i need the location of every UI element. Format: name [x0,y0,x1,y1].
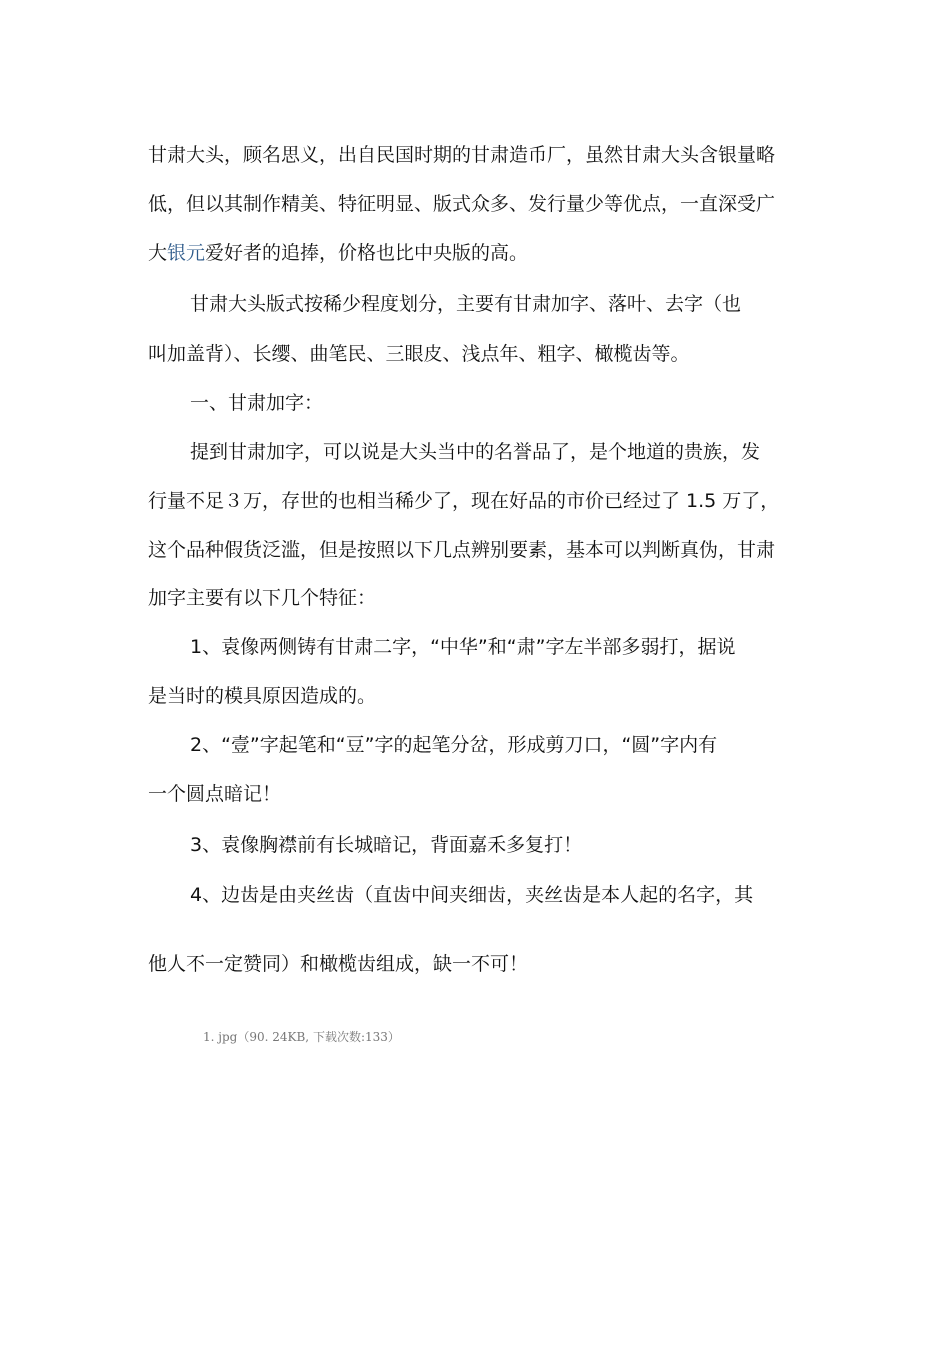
p1-line3-post: 爱好者的追捧，价格也比中央版的高。 [205,242,529,264]
item4-line1: 4、边齿是由夹丝齿（直齿中间夹细齿，夹丝齿是本人起的名字，其 [190,884,754,906]
attachment-caption[interactable] [203,1029,400,1045]
p3-line2: 行量不足３万，存世的也相当稀少了，现在好品的市价已经过了 1.5 万了， [148,490,780,512]
item1-line2: 是当时的模具原因造成的。 [148,685,377,707]
silver-dollar-link[interactable]: 银元 [167,242,206,264]
p1-line2: 低，但以其制作精美、特征明显、版式众多、发行量少等优点，一直深受广 [148,193,776,215]
section-heading: 一、甘肃加字： [190,392,324,414]
item2-line1: 2、“壹”字起笔和“豆”字的起笔分岔，形成剪刀口，“圆”字内有 [190,734,718,756]
item1-line1: 1、袁像两侧铸有甘肃二字，“中华”和“肃”字左半部多弱打，据说 [190,636,736,658]
p1-line1: 甘肃大头，顾名思义，出自民国时期的甘肃造币厂，虽然甘肃大头含银量略 [148,144,776,166]
p2-line1: 甘肃大头版式按稀少程度划分，主要有甘肃加字、落叶、去字（也 [190,293,742,315]
attachment-filename[interactable]: 1. jpg [203,1030,238,1044]
p3-line4: 加字主要有以下几个特征： [148,587,377,609]
item4-line2: 他人不一定赞同）和橄榄齿组成，缺一不可！ [148,953,529,975]
item3-line1: 3、袁像胸襟前有长城暗记，背面嘉禾多复打！ [190,834,583,856]
attachment-meta: （90. 24KB, 下载次数:133） [237,1030,400,1044]
p1-line3-pre: 大 [148,242,168,264]
p3-line3: 这个品种假货泛滥，但是按照以下几点辨别要素，基本可以判断真伪，甘肃 [148,539,776,561]
item2-line2: 一个圆点暗记！ [148,783,282,805]
p1-line3 [148,241,528,265]
p3-line1: 提到甘肃加字，可以说是大头当中的名誉品了，是个地道的贵族，发 [190,441,761,463]
p2-line2: 叫加盖背）、长缨、曲笔民、三眼皮、浅点年、粗字、橄榄齿等。 [148,343,690,365]
